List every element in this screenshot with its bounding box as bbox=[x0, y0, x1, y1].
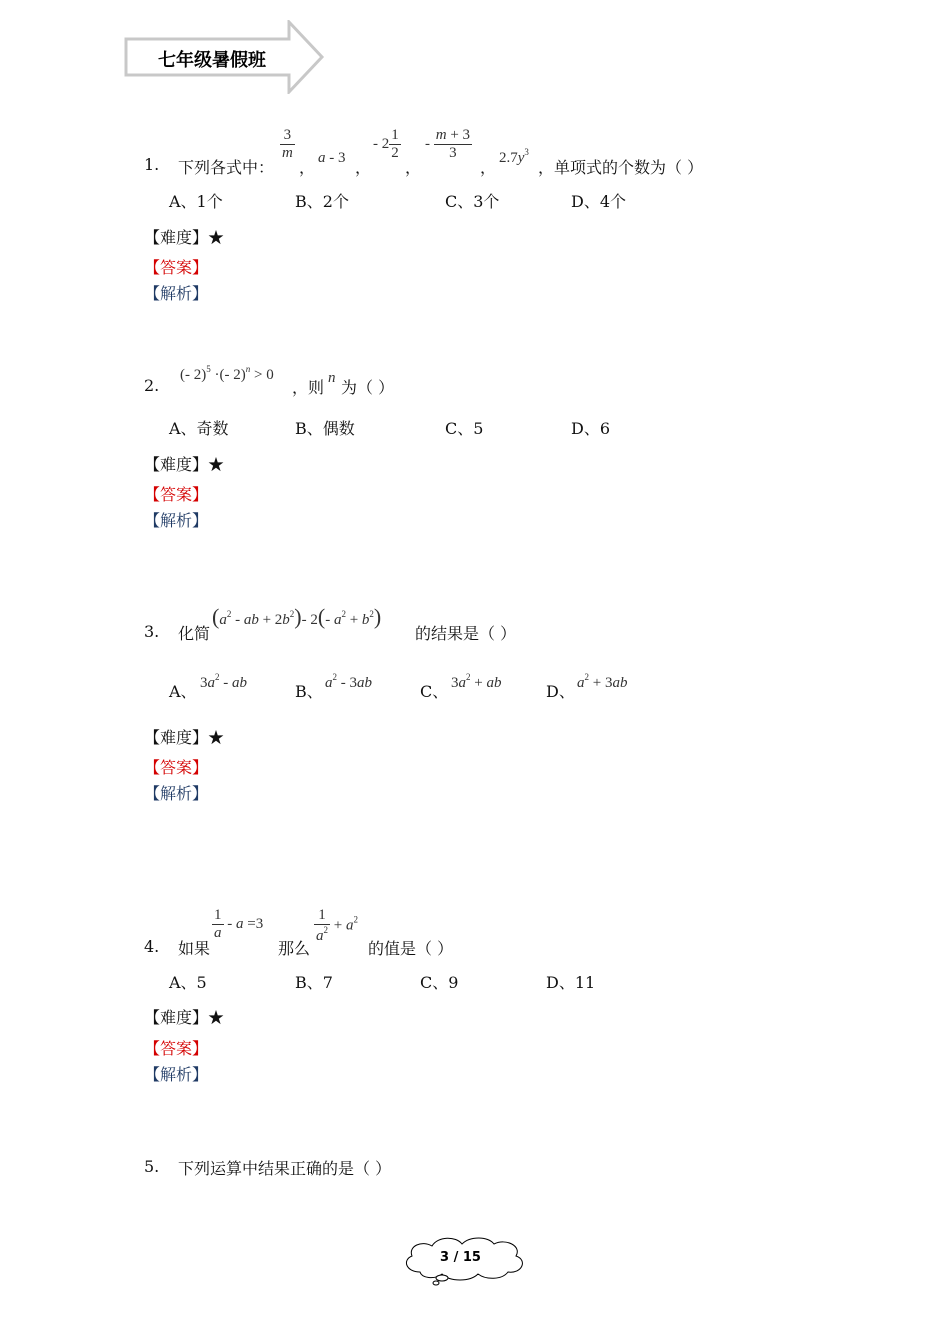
question-number: 2. bbox=[144, 376, 160, 395]
math-expression: $a^2 - 3ab$ bbox=[325, 672, 372, 691]
variable-n: n bbox=[328, 370, 336, 386]
difficulty-label: 【难度】★ bbox=[144, 455, 225, 474]
question-stem: 下列运算中结果正确的是（ ） bbox=[178, 1159, 392, 1178]
comma: ， bbox=[355, 158, 372, 177]
option-d: D、4个 bbox=[571, 192, 627, 211]
option-c: C、5 bbox=[445, 419, 484, 438]
math-expression: $\frac{1}{a}$ - a =3 bbox=[214, 907, 264, 941]
answer-label: 【答案】 bbox=[144, 485, 209, 504]
question-stem-tail: 为（ ） bbox=[341, 378, 395, 397]
question-stem: 如果 bbox=[178, 939, 211, 958]
option-d: D、 bbox=[546, 682, 575, 701]
math-expression: a - 3 bbox=[318, 150, 346, 166]
analysis-label: 【解析】 bbox=[144, 784, 209, 803]
option-a: A、1个 bbox=[169, 192, 223, 211]
difficulty-label: 【难度】★ bbox=[144, 1008, 225, 1027]
question-stem: 下列各式中： bbox=[178, 158, 275, 177]
option-b: B、2个 bbox=[295, 192, 349, 211]
question-number: 3. bbox=[144, 622, 160, 641]
difficulty-label: 【难度】★ bbox=[144, 228, 225, 247]
math-expression: $a^2 + 3ab$ bbox=[577, 672, 628, 691]
answer-label: 【答案】 bbox=[144, 258, 209, 277]
comma: ， bbox=[405, 158, 422, 177]
math-expression: - $\frac{m + 3}{3}$ bbox=[425, 127, 471, 161]
page-number: 3 / 15 bbox=[440, 1250, 481, 1265]
math-expression: ($a^2$ - ab + $2b^2)-$ 2(- $a^2 + b^2$) bbox=[212, 604, 382, 629]
option-d: D、11 bbox=[546, 973, 596, 992]
option-c: C、 bbox=[420, 682, 449, 701]
math-expression: $2.7y^3$ bbox=[499, 147, 529, 166]
option-c: C、9 bbox=[420, 973, 459, 992]
question-stem-mid: 那么 bbox=[278, 939, 311, 958]
analysis-label: 【解析】 bbox=[144, 284, 209, 303]
question-stem-tail: ，单项式的个数为（ ） bbox=[538, 158, 704, 177]
question-number: 5. bbox=[144, 1157, 160, 1176]
option-b: B、偶数 bbox=[295, 419, 355, 438]
analysis-label: 【解析】 bbox=[144, 511, 209, 530]
option-b: B、 bbox=[295, 682, 323, 701]
analysis-label: 【解析】 bbox=[144, 1065, 209, 1084]
option-b: B、7 bbox=[295, 973, 333, 992]
difficulty-label: 【难度】★ bbox=[144, 728, 225, 747]
question-number: 4. bbox=[144, 937, 160, 956]
math-expression: $\frac{1}{a^2}$ + $a^2$ bbox=[316, 907, 358, 944]
math-expression: - 2 $\frac{1}{2}$ bbox=[373, 127, 399, 161]
option-c: C、3个 bbox=[445, 192, 500, 211]
comma: ， bbox=[480, 158, 497, 177]
option-a: A、5 bbox=[169, 973, 207, 992]
question-stem: 化简 bbox=[178, 624, 211, 643]
math-expression: $3a^2$ - ab bbox=[200, 672, 247, 691]
math-expression: $3a^2$ + ab bbox=[451, 672, 502, 691]
math-expression: $\frac{3}{m}$ bbox=[282, 127, 293, 161]
question-stem-tail: 的结果是（ ） bbox=[415, 624, 517, 643]
question-stem: ，则 bbox=[292, 378, 325, 397]
question-stem-tail: 的值是（ ） bbox=[368, 939, 454, 958]
option-a: A、奇数 bbox=[169, 419, 229, 438]
comma: ， bbox=[299, 158, 316, 177]
question-number: 1. bbox=[144, 155, 160, 174]
option-a: A、 bbox=[169, 682, 197, 701]
answer-label: 【答案】 bbox=[144, 1039, 209, 1058]
option-d: D、6 bbox=[571, 419, 611, 438]
banner-title: 七年级暑假班 bbox=[158, 50, 266, 71]
answer-label: 【答案】 bbox=[144, 758, 209, 777]
math-expression: (- 2)$^5$ ·(- 2)$^n$ > 0 bbox=[180, 364, 274, 383]
